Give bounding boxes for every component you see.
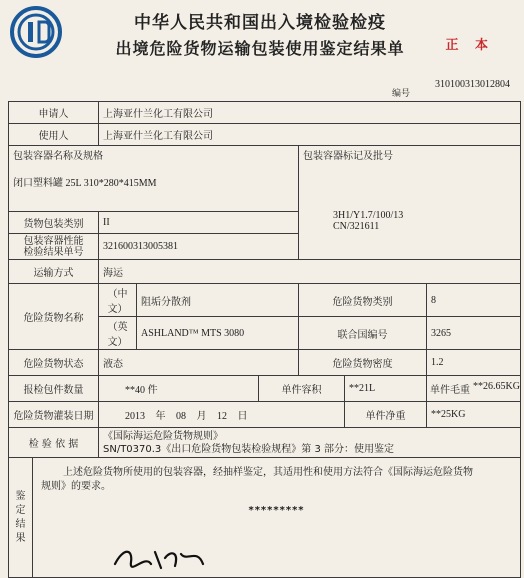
result-label-char: 鉴: [15, 490, 26, 502]
container-name-label: 包装容器名称及规格: [13, 151, 103, 162]
en-tag: （英文）: [99, 317, 137, 350]
basis-line-2: SN/T0370.3《出口危险货物包装检验规程》第 3 部分：使用鉴定: [103, 443, 395, 455]
result-text-cell: [33, 458, 521, 578]
state-label: 危险货物状态: [9, 350, 99, 376]
fill-day: 12: [217, 411, 227, 422]
year-char: 年: [155, 411, 166, 422]
result-stars: *********: [248, 505, 305, 516]
table-row: [9, 428, 521, 458]
signature-area: [41, 544, 512, 577]
un-label: 联合国编号: [299, 317, 427, 350]
state-value: 液态: [99, 350, 299, 376]
pkg-perf-label-1: 包装容器性能: [23, 235, 84, 247]
table-row: [9, 124, 521, 146]
gross-value: **26.65KG: [473, 381, 520, 392]
fill-date-value: [99, 402, 345, 428]
table-row: [9, 260, 521, 284]
month-char: 月: [196, 411, 207, 422]
fill-month: 08: [176, 411, 186, 422]
table-row: [9, 146, 521, 212]
density-value: 1.2: [427, 350, 521, 376]
basis-value: [99, 428, 521, 458]
table-row: [9, 458, 521, 578]
container-mark-value-1: 3H1/Y1.7/100/13: [333, 210, 404, 221]
signature-icon: [111, 544, 231, 572]
container-mark-value-2: CN/321611: [333, 221, 380, 232]
fill-year: 2013: [125, 411, 145, 422]
transport-label: 运输方式: [9, 260, 99, 284]
ciq-logo-icon: [10, 6, 62, 58]
net-label: 单件净重: [345, 402, 427, 428]
gross-label: 单件毛重: [430, 385, 470, 396]
pkg-perf-label: [9, 234, 99, 260]
pkg-class-label: 货物包装类别: [9, 212, 99, 234]
day-char: 日: [237, 411, 248, 422]
result-text-line-1: 上述危险货物所使用的包装容器，经抽样鉴定，其适用性和使用方法符合《国际海运危险货物: [63, 467, 473, 478]
transport-value: 海运: [99, 260, 521, 284]
qty-value: **40 件: [99, 376, 259, 402]
result-label-char: 果: [15, 532, 26, 544]
applicant-label: 申请人: [9, 102, 99, 124]
basis-line-1: 《国际海运危险货物规则》: [103, 430, 223, 442]
density-label: 危险货物密度: [299, 350, 427, 376]
applicant-value: 上海亚什兰化工有限公司: [99, 102, 521, 124]
net-value: **25KG: [427, 402, 521, 428]
pkg-perf-value: 321600313005381: [99, 234, 299, 260]
table-row: [9, 402, 521, 428]
document-title: 中华人民共和国出入境检验检疫: [134, 13, 386, 33]
table-row: [9, 350, 521, 376]
goods-name-label: 危险货物名称: [9, 284, 99, 350]
goods-class-label: 危险货物类别: [299, 284, 427, 317]
en-name: ASHLAND™ MTS 3080: [137, 317, 299, 350]
fill-date-label: 危险货物灌装日期: [9, 402, 99, 428]
serial-number: 310100313012804: [435, 79, 510, 90]
serial-label: 编号: [392, 89, 411, 99]
pkg-class-value: II: [99, 212, 299, 234]
container-mark-cell: [299, 146, 521, 260]
result-label-char: 定: [15, 504, 26, 516]
qty-label: 报检包件数量: [9, 376, 99, 402]
result-text-line-2: 规则》的要求。: [41, 481, 111, 492]
container-name-cell: [9, 146, 299, 212]
table-row: [9, 376, 521, 402]
user-label: 使用人: [9, 124, 99, 146]
user-value: 上海亚什兰化工有限公司: [99, 124, 521, 146]
result-label: [9, 458, 33, 578]
gross-cell: [427, 376, 521, 402]
table-row: [9, 284, 521, 317]
basis-label: 检 验 依 据: [9, 428, 99, 458]
goods-class-value: 8: [427, 284, 521, 317]
original-stamp: 正 本: [445, 38, 494, 53]
unit-vol-label: 单件容积: [259, 376, 345, 402]
unit-vol-value: **21L: [345, 376, 427, 402]
result-table: [8, 101, 521, 578]
table-row: [9, 102, 521, 124]
pkg-perf-label-2: 检验结果单号: [23, 246, 84, 258]
un-value: 3265: [427, 317, 521, 350]
result-label-char: 结: [15, 518, 26, 530]
document-subtitle: 出境危险货物运输包装使用鉴定结果单: [115, 39, 405, 58]
container-mark-label: 包装容器标记及批号: [303, 151, 393, 162]
cn-name: 阻垢分散剂: [137, 284, 299, 317]
container-name-value: 闭口塑料罐 25L 310*280*415MM: [13, 178, 157, 189]
cn-tag: （中文）: [99, 284, 137, 317]
